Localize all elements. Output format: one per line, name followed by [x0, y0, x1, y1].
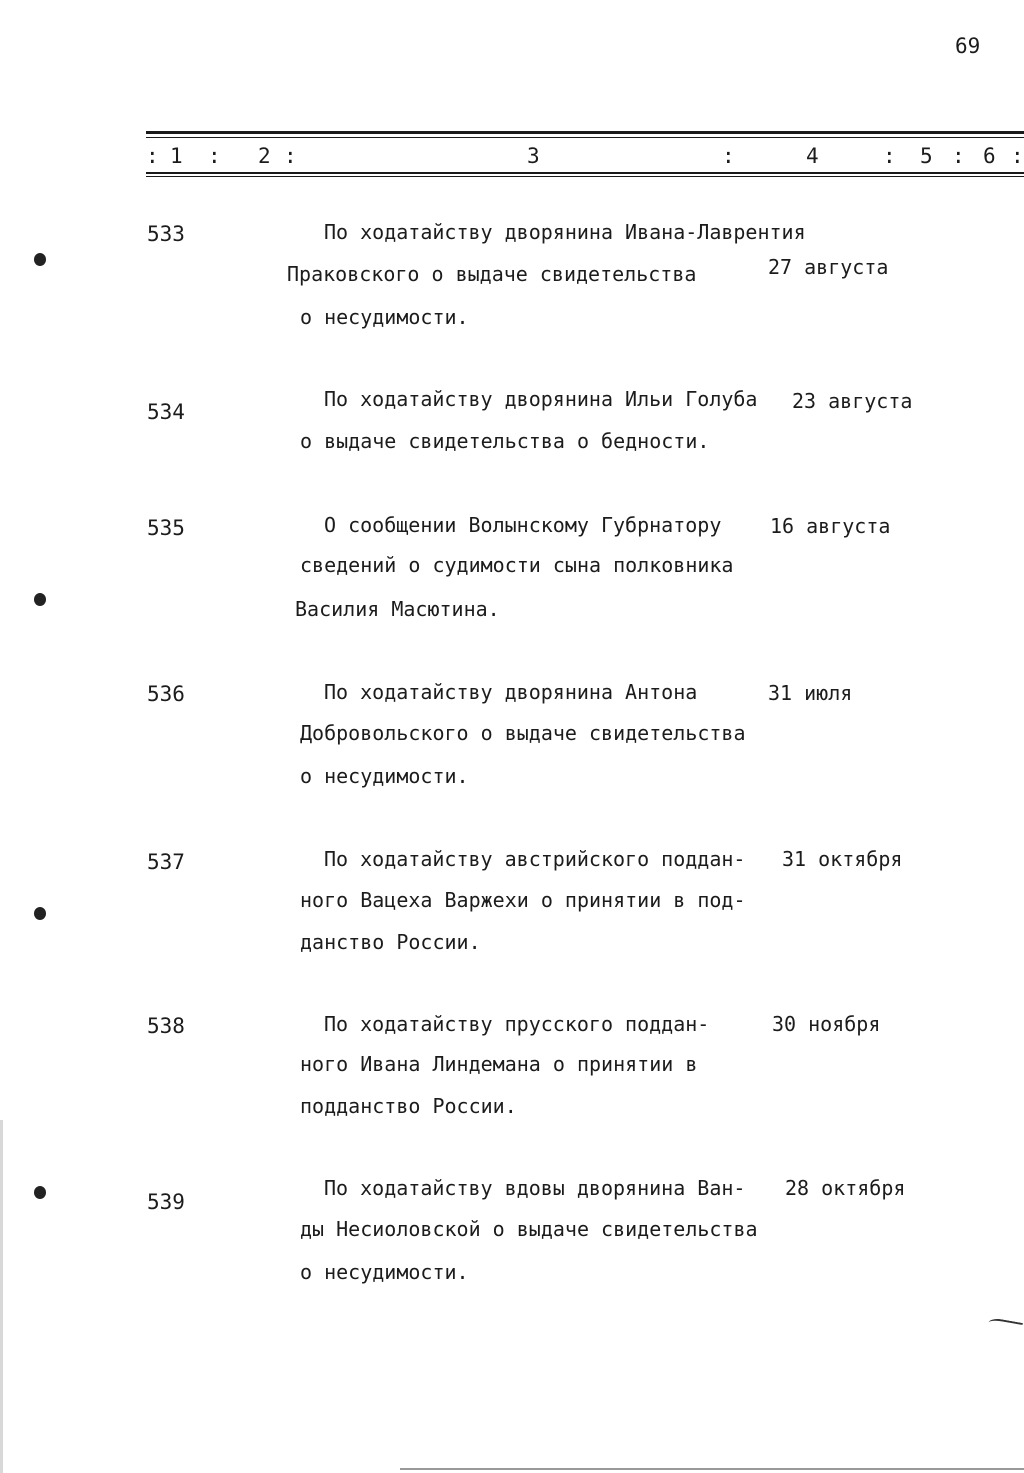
entry-text-line: подданство России. [300, 1094, 517, 1118]
entry-text-line: о несудимости. [300, 305, 469, 329]
entry-text-line: Василия Масютина. [295, 597, 500, 621]
entry-text-line: По ходатайству вдовы дворянина Ван- [324, 1176, 746, 1200]
header-rule-bottom [146, 172, 1024, 174]
column-separator: : [722, 144, 735, 168]
column-separator: : [146, 144, 159, 168]
entry-number: 535 [147, 516, 185, 540]
column-header-5: 5 [920, 144, 933, 168]
column-separator: : [1011, 144, 1024, 168]
column-separator: : [284, 144, 297, 168]
entry-text-line: о несудимости. [300, 764, 469, 788]
entry-text-line: о выдаче свидетельства о бедности. [300, 429, 710, 453]
entry-text-line: сведений о судимости сына полковника [300, 553, 734, 577]
column-header-2: 2 [258, 144, 271, 168]
entry-date: 28 октября [785, 1176, 906, 1200]
entry-number: 538 [147, 1014, 185, 1038]
entry-number: 536 [147, 682, 185, 706]
binder-hole-mark [34, 1186, 46, 1199]
column-separator: : [208, 144, 221, 168]
entry-text-line: По ходатайству австрийского поддан- [324, 847, 746, 871]
column-header-6: 6 [983, 144, 996, 168]
entry-date: 31 октября [782, 847, 903, 871]
entry-number: 533 [147, 222, 185, 246]
column-separator: : [883, 144, 896, 168]
header-rule-top [146, 131, 1024, 134]
entry-text-line: По ходатайству дворянина Ивана-Лаврентия [324, 220, 806, 244]
entry-date: 27 августа [768, 255, 889, 279]
entry-text-line: ного Вацеха Варжехи о принятии в под- [300, 888, 746, 912]
column-header-1: 1 [170, 144, 183, 168]
binder-hole-mark [34, 593, 46, 606]
page-number: 69 [955, 34, 981, 58]
entry-date: 23 августа [792, 389, 913, 413]
scan-edge-shadow [0, 1120, 3, 1473]
column-header-4: 4 [806, 144, 819, 168]
entry-text-line: О сообщении Волынскому Губрнатору [324, 513, 722, 537]
entry-date: 30 ноября [772, 1012, 881, 1036]
entry-text-line: Праковского о выдаче свидетельства [287, 262, 697, 286]
entry-text-line: ного Ивана Линдемана о принятии в [300, 1052, 698, 1076]
entry-date: 16 августа [770, 514, 891, 538]
column-separator: : [952, 144, 965, 168]
entry-text-line: ды Несиоловской о выдаче свидетельства [300, 1217, 758, 1241]
binder-hole-mark [34, 907, 46, 920]
header-rule-bottom-thin [146, 176, 1024, 177]
pencil-margin-mark [987, 1317, 1023, 1337]
entry-number: 534 [147, 400, 185, 424]
entry-text-line: данство России. [300, 930, 481, 954]
binder-hole-mark [34, 253, 46, 266]
scan-bottom-edge [400, 1468, 1024, 1470]
column-header-3: 3 [527, 144, 540, 168]
entry-text-line: о несудимости. [300, 1260, 469, 1284]
entry-text-line: По ходатайству прусского поддан- [324, 1012, 710, 1036]
entry-date: 31 июля [768, 681, 853, 705]
entry-text-line: По ходатайству дворянина Ильи Голуба [324, 387, 758, 411]
entry-number: 539 [147, 1190, 185, 1214]
entry-number: 537 [147, 850, 185, 874]
entry-text-line: Добровольского о выдаче свидетельства [300, 721, 746, 745]
header-rule-top-thin [146, 137, 1024, 138]
entry-text-line: По ходатайству дворянина Антона [324, 680, 698, 704]
